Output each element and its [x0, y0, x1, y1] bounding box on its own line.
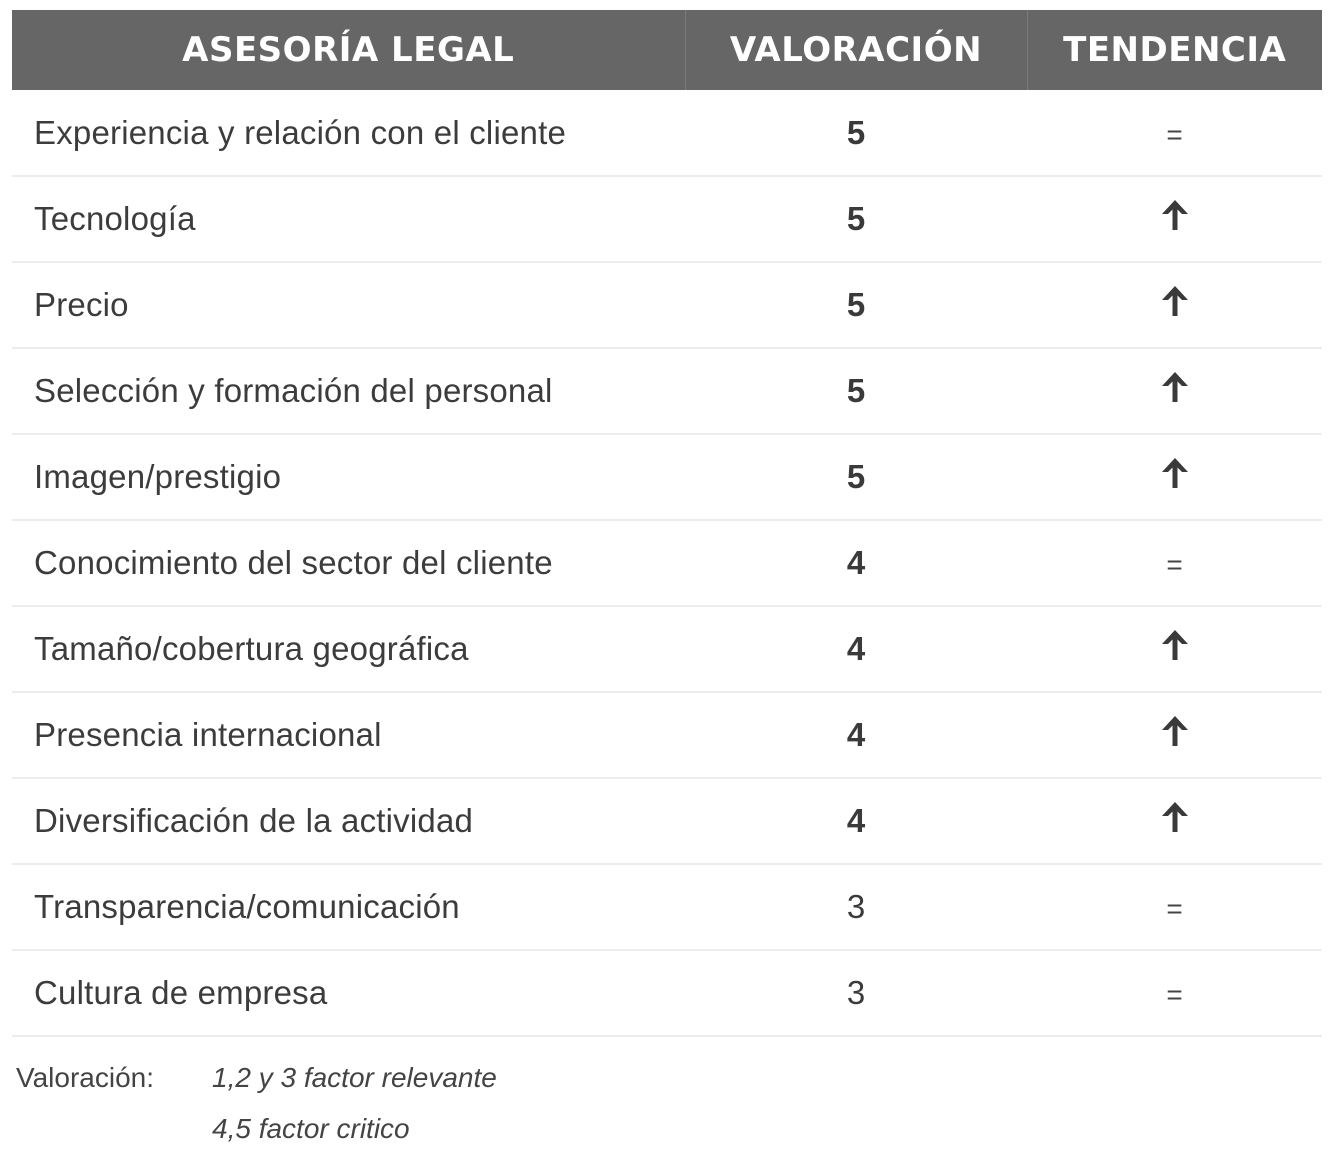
- factor-cell: Tecnología: [12, 176, 685, 262]
- table-row: [12, 692, 1322, 778]
- rating-cell: 5: [685, 348, 1027, 434]
- factor-cell: Tamaño/cobertura geográfica: [12, 606, 685, 692]
- arrow-up-icon: [1160, 370, 1190, 412]
- equal-icon: =: [1166, 893, 1183, 924]
- arrow-up-icon: [1160, 800, 1190, 842]
- arrow-up-icon: [1160, 714, 1190, 756]
- rating-cell: 4: [685, 606, 1027, 692]
- equal-icon: =: [1166, 979, 1183, 1010]
- factor-cell: Conocimiento del sector del cliente: [12, 520, 685, 606]
- table-row: [12, 434, 1322, 520]
- trend-cell: [1027, 778, 1322, 864]
- trend-cell: [1027, 434, 1322, 520]
- factor-cell: Transparencia/comunicación: [12, 864, 685, 950]
- legend-line-critical: 4,5 factor critico: [212, 1113, 410, 1144]
- factor-cell: Selección y formación del personal: [12, 348, 685, 434]
- factors-table: [12, 10, 1322, 1037]
- header-trend: TENDENCIA: [1027, 10, 1322, 90]
- trend-cell: [1027, 606, 1322, 692]
- factor-cell: Precio: [12, 262, 685, 348]
- factor-cell: Presencia internacional: [12, 692, 685, 778]
- table-row: [12, 90, 1322, 176]
- arrow-up-icon: [1160, 198, 1190, 240]
- trend-cell: [1027, 262, 1322, 348]
- rating-cell: 3: [685, 950, 1027, 1036]
- rating-cell: 5: [685, 262, 1027, 348]
- trend-cell: [1027, 864, 1322, 950]
- factor-cell: Imagen/prestigio: [12, 434, 685, 520]
- rating-cell: 5: [685, 176, 1027, 262]
- trend-cell: [1027, 520, 1322, 606]
- table-row: [12, 778, 1322, 864]
- legend-label: Valoración:: [16, 1062, 155, 1093]
- arrow-up-icon: [1160, 284, 1190, 326]
- table-row: [12, 606, 1322, 692]
- table-row: [12, 520, 1322, 606]
- rating-cell: 4: [685, 778, 1027, 864]
- table-body: [12, 90, 1322, 1036]
- rating-cell: 5: [685, 434, 1027, 520]
- table-row: [12, 950, 1322, 1036]
- table-row: [12, 176, 1322, 262]
- equal-icon: =: [1166, 549, 1183, 580]
- header-rating: VALORACIÓN: [685, 10, 1027, 90]
- trend-cell: [1027, 348, 1322, 434]
- table-row: [12, 864, 1322, 950]
- factors-table-container: [12, 10, 1322, 1037]
- rating-cell: 3: [685, 864, 1027, 950]
- trend-cell: [1027, 176, 1322, 262]
- rating-cell: 4: [685, 520, 1027, 606]
- header-factor: ASESORÍA LEGAL: [12, 10, 685, 90]
- table-header: [12, 10, 1322, 90]
- rating-cell: 4: [685, 692, 1027, 778]
- legend-line-relevant: 1,2 y 3 factor relevante: [212, 1062, 497, 1093]
- arrow-up-icon: [1160, 456, 1190, 498]
- equal-icon: =: [1166, 118, 1183, 150]
- factor-cell: Cultura de empresa: [12, 950, 685, 1036]
- trend-cell: [1027, 692, 1322, 778]
- table-row: [12, 262, 1322, 348]
- header-row: [12, 10, 1322, 90]
- rating-cell: 5: [685, 90, 1027, 176]
- trend-cell: [1027, 90, 1322, 176]
- factor-cell: Diversificación de la actividad: [12, 778, 685, 864]
- factor-cell: Experiencia y relación con el cliente: [12, 90, 685, 176]
- table-row: [12, 348, 1322, 434]
- arrow-up-icon: [1160, 628, 1190, 670]
- trend-cell: [1027, 950, 1322, 1036]
